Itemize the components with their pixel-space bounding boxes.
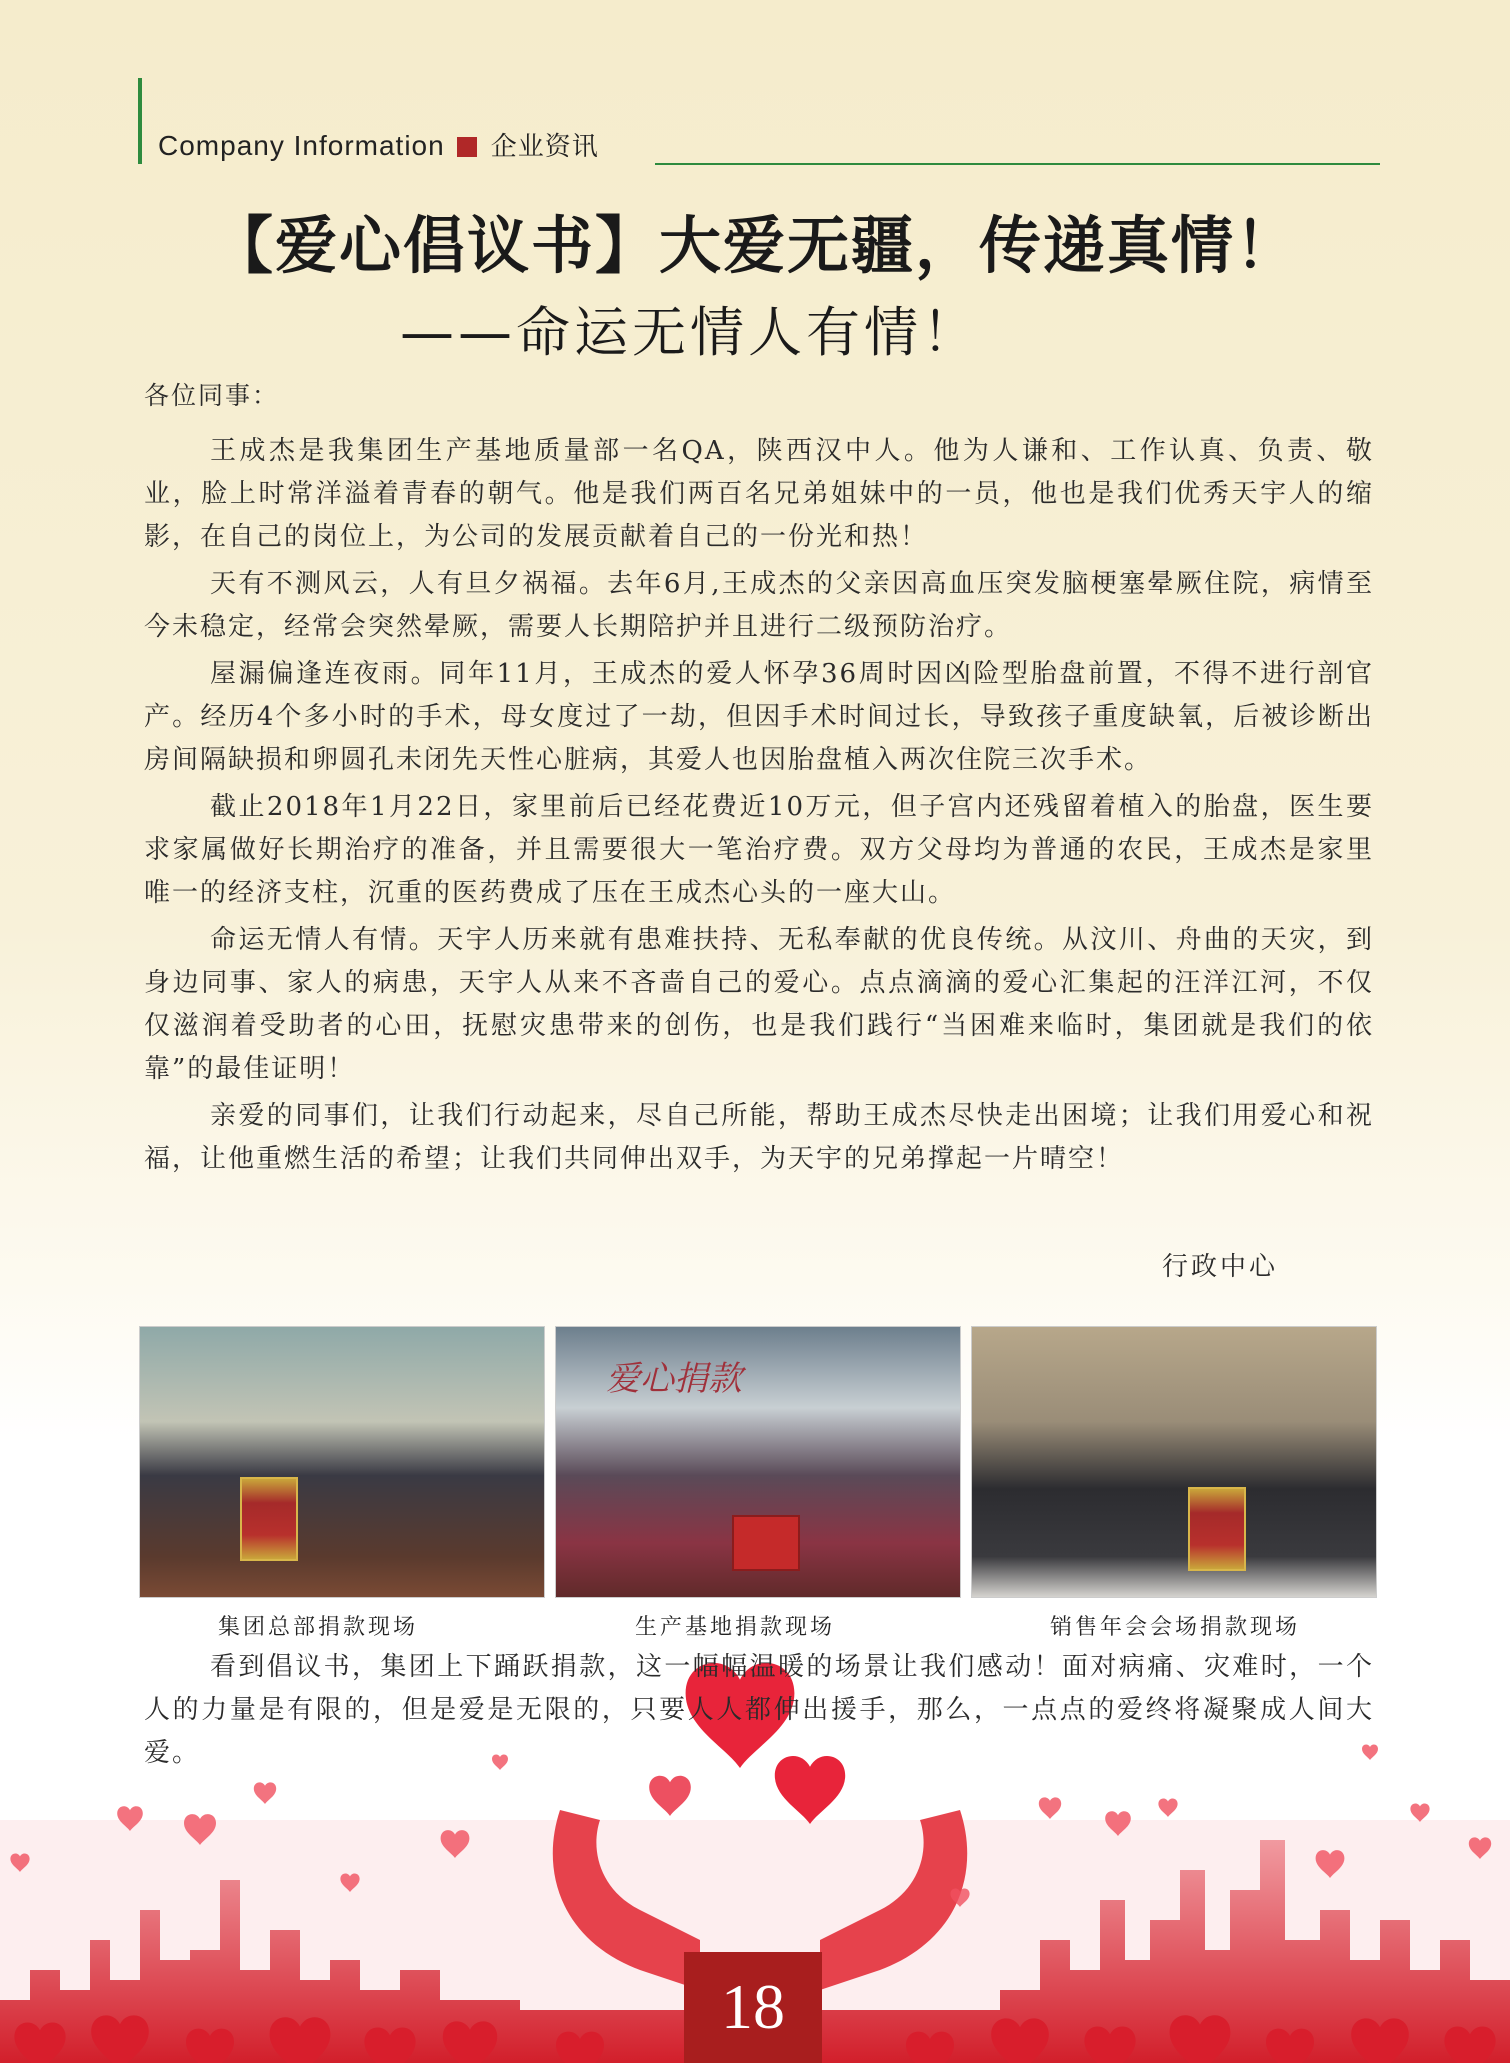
photo-production-base-donation [555,1326,961,1598]
donation-box [732,1515,800,1571]
donation-box [240,1477,298,1561]
paragraph: 截止2018年1月22日，家里前后已经花费近10万元，但子宫内还残留着植入的胎盘，医生要求家属做好长期治疗的准备，并且需要很大一笔治疗费。双方父母均为普通的农民，王成杰是家里唯一的经济支柱，沉重的医药费成了压在王成杰心头的一座大山。 [144,792,1374,908]
header-accent-bar [138,78,142,164]
greeting: 各位同事： [144,381,280,410]
screen-text: 爱心捐款 [606,1359,742,1399]
section-header [158,126,599,163]
paragraph: 命运无情人有情。天宇人历来就有患难扶持、无私奉献的优良传统。从汶川、舟曲的天灾，到身边同事、家人的病患，天宇人从来不吝啬自己的爱心。点点滴滴的爱心汇集起的汪洋江河，不仅仅滋润着受助者的心田，抚慰灾患带来的创伤，也是我们践行“当困难来临时，集团就是我们的依靠”的最佳证明！ [144,925,1374,1084]
photo-caption: 集团总部捐款现场 [218,1615,419,1640]
photo-headquarters-donation [139,1326,545,1598]
paragraph: 王成杰是我集团生产基地质量部一名QA，陕西汉中人。他为人谦和、工作认真、负责、敬业，脸上时常洋溢着青春的朝气。他是我们两百名兄弟姐妹中的一员，他也是我们优秀天宇人的缩影，在自己的岗位上，为公司的发展贡献着自己的一份光和热！ [144,436,1374,552]
paragraph: 屋漏偏逢连夜雨。同年11月，王成杰的爱人怀孕36周时因凶险型胎盘前置，不得不进行剖官产。经历4个多小时的手术，母女度过了一劫，但因手术时间过长，导致孩子重度缺氧，后被诊断出房间隔缺损和卵圆孔未闭先天性心脏病，其爱人也因胎盘植入两次住院三次手术。 [144,659,1374,775]
section-title-cn: 企业资讯 [490,132,599,162]
photo-caption: 生产基地捐款现场 [635,1615,836,1640]
signature: 行政中心 [1162,1252,1279,1282]
paragraph: 看到倡议书，集团上下踊跃捐款，这一幅幅温暖的场景让我们感动！面对病痛、灾难时，一个人的力量是有限的，但是爱是无限的，只要人人都伸出援手，那么，一点点的爱终将凝聚成人间大爱。 [144,1652,1374,1768]
photo-caption: 销售年会会场捐款现场 [1050,1615,1301,1640]
section-title-en: Company Information [158,130,445,161]
paragraph: 亲爱的同事们，让我们行动起来，尽自己所能，帮助王成杰尽快走出困境；让我们用爱心和祝福，让他重燃生活的希望；让我们共同伸出双手，为天宇的兄弟撑起一片晴空！ [144,1101,1374,1174]
photo-sales-meeting-donation [971,1326,1377,1598]
article-subtitle: ——命运无情人有情！ [400,301,980,364]
paragraph: 天有不测风云，人有旦夕祸福。去年6月,王成杰的父亲因高血压突发脑梗塞晕厥住院，病情至今未稳定，经常会突然晕厥，需要人长期陪护并且进行二级预防治疗。 [144,569,1374,642]
article-title: 【爱心倡议书】大爱无疆，传递真情！ [210,209,1299,282]
page-number: 18 [684,1952,822,2063]
article-body [144,430,1374,1185]
square-bullet-icon [457,137,477,157]
closing-text [144,1646,1374,1779]
header-rule [655,163,1380,165]
donation-box [1188,1487,1246,1571]
